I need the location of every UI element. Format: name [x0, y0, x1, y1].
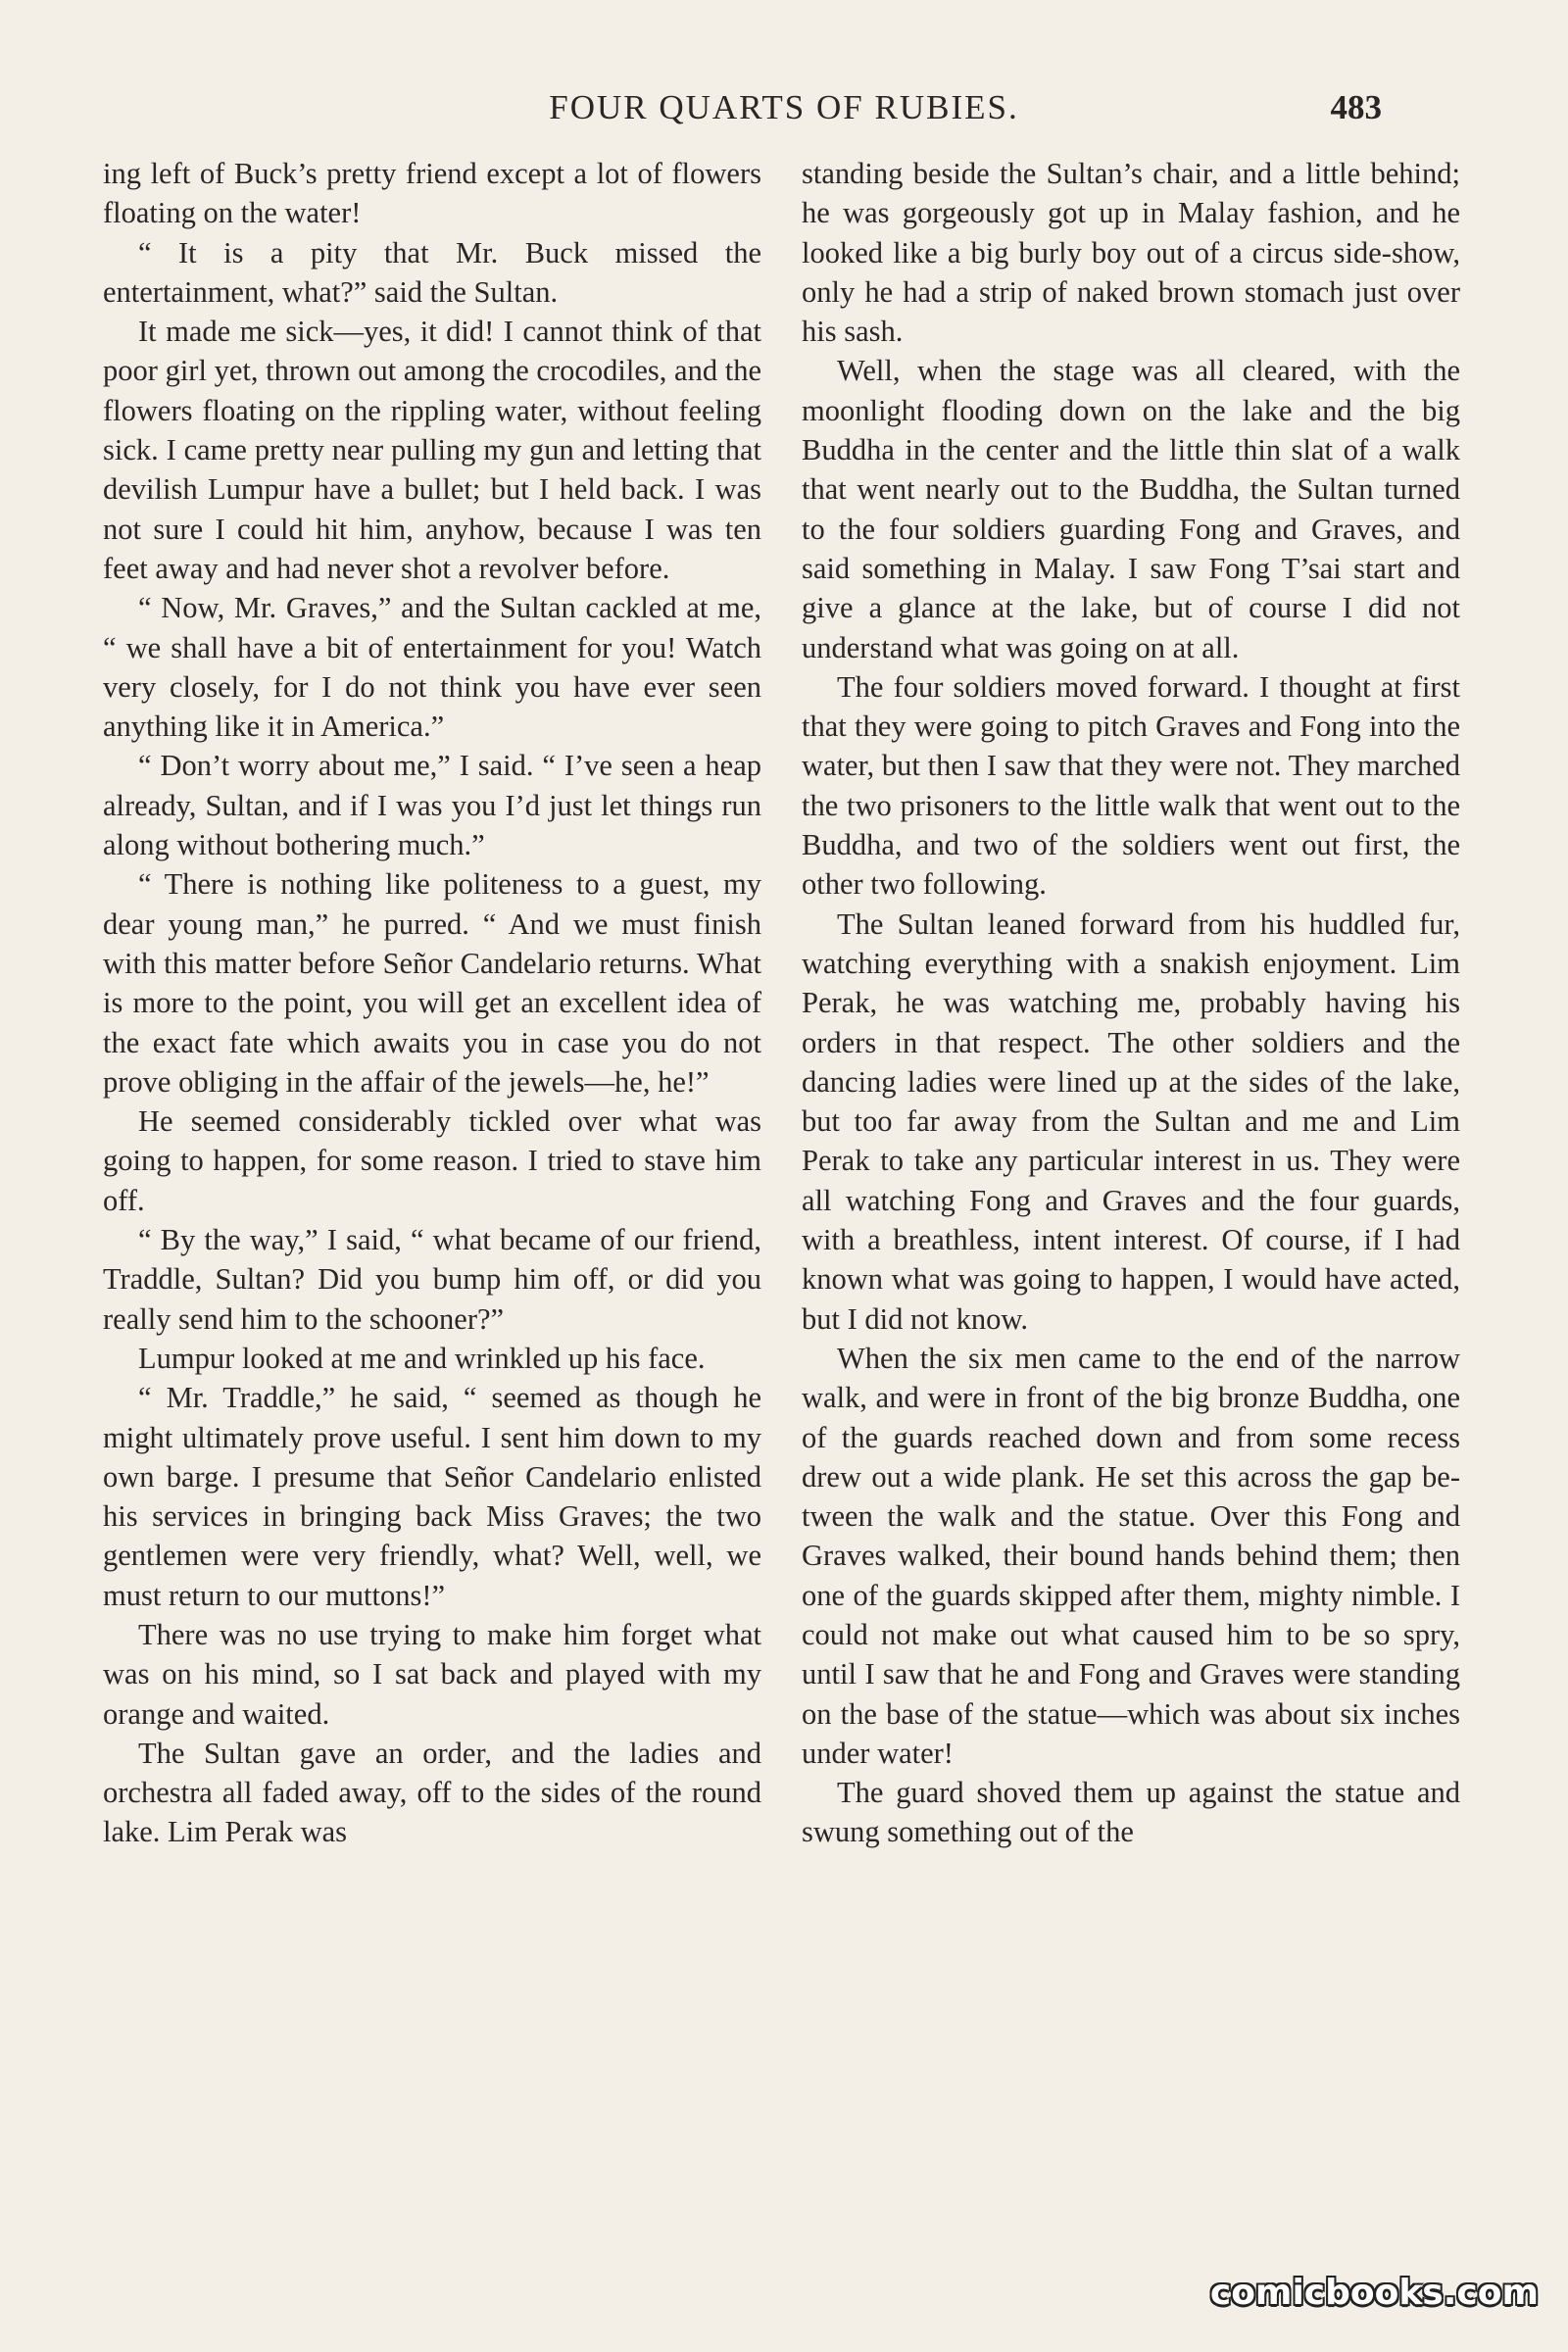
- page-header: [98, 78, 1470, 137]
- paragraph: The four soldiers moved forward. I thought at first that they were going to pitch Graves and Fong into the water, but then I saw that they were not. They marched the two prisoners to the little walk that went out to the Buddha, and two of the soldiers went out first, the other two following.: [802, 669, 1460, 902]
- paragraph: “ Mr. Traddle,” he said, “ seemed as though he might ultimately prove useful. I sent him down to my own barge. I presume that Señor Candelario enlisted his services in bringing back Miss Graves; the two gentlemen were very friendly, what? Well, well, we must return to our muttons!”: [103, 1381, 761, 1612]
- right-column: [802, 154, 1460, 1852]
- paragraph: There was no use trying to make him forget what was on his mind, so I sat back and played with my orange and waited.: [103, 1617, 761, 1731]
- paragraph: “ Don’t worry about me,” I said. “ I’ve seen a heap already, Sultan, and if I was you I’d just let things run along without bothering much.”: [103, 749, 761, 862]
- paragraph: “ There is nothing like politeness to a guest, my dear young man,” he purred. “ And we must finish with this matter before Señor Candelario returns. What is more to the point, you will get an excellent idea of the exact fate which awaits you in case you do not prove obliging in the affair of the jewels—he, he!”: [103, 867, 761, 1099]
- paragraph: The Sultan gave an order, and the ladies and orchestra all faded away, off to the sides of the round lake. Lim Perak was: [103, 1736, 761, 1849]
- left-column: [103, 154, 761, 1852]
- paragraph: He seemed considerably tickled over what was going to happen, for some reason. I tried to stave him off.: [103, 1104, 761, 1217]
- paragraph: standing beside the Sultan’s chair, and a little behind; he was gorgeously got up in Malay fashion, and he looked like a big burly boy out of a circus side-show, only he had a strip of naked brown stomach just over his sash.: [802, 157, 1460, 349]
- paragraph: The guard shoved them up against the statue and swung something out of the: [802, 1776, 1460, 1849]
- paragraph: “ By the way,” I said, “ what became of our friend, Traddle, Sultan? Did you bump him off, or did you really send him to the schooner?”: [103, 1223, 761, 1336]
- paragraph: When the six men came to the end of the narrow walk, and were in front of the big bronze Buddha, one of the guards reached down and from some recess drew out a wide plank. He set this across the gap between the walk and the statue. Over this Fong and Graves walked, their bound hands behind them; then one of the guards skipped after them, mighty nimble. I could not make out what caused him to be so spry, until I saw that he and Fong and Graves were standing on the base of the statue—which was about six inches under water!: [802, 1341, 1460, 1770]
- paragraph: Well, when the stage was all cleared, with the moonlight flooding down on the lake and the big Buddha in the center and the little thin slat of a walk that went nearly out to the Buddha, the Sultan turned to the four soldiers guarding Fong and Graves, and said something in Malay. I saw Fong T’sai start and give a glance at the lake, but of course I did not understand what was going on at all.: [802, 354, 1460, 664]
- page-number: 483: [1330, 88, 1382, 126]
- paragraph: The Sultan leaned forward from his huddled fur, watching everything with a snakish enjoyment. Lim Perak, he was watching me, probably having his orders in that respect. The other soldiers and the dancing ladies were lined up at the sides of the lake, but too far away from the Sultan and me and Lim Perak to take any particular interest in us. They were all watching Fong and Graves and the four guards, with a breathless, intent interest. Of course, if I had known what was going to happen, I would have acted, but I did not know.: [802, 906, 1460, 1336]
- watermark: comicbooks.com: [1209, 2273, 1539, 2313]
- paragraph: Lumpur looked at me and wrinkled up his face.: [138, 1341, 706, 1375]
- paragraph: ing left of Buck’s pretty friend except a lot of flowers floating on the water!: [103, 157, 761, 230]
- paragraph: “ It is a pity that Mr. Buck missed the entertainment, what?” said the Sultan.: [103, 235, 761, 309]
- paragraph: “ Now, Mr. Graves,” and the Sultan cackled at me, “ we shall have a bit of entertainment for you! Watch very closely, for I do not think you have ever seen anything like it in America.”: [103, 591, 761, 744]
- running-title: FOUR QUARTS OF RUBIES.: [549, 88, 1019, 126]
- paragraph: It made me sick—yes, it did! I cannot think of that poor girl yet, thrown out among the crocodiles, and the flowers floating on the rippling water, without feeling sick. I came pretty near pulling my gun and letting that devilish Lumpur have a bullet; but I held back. I was not sure I could hit him, anyhow, because I was ten feet away and had never shot a revolver before.: [103, 315, 761, 585]
